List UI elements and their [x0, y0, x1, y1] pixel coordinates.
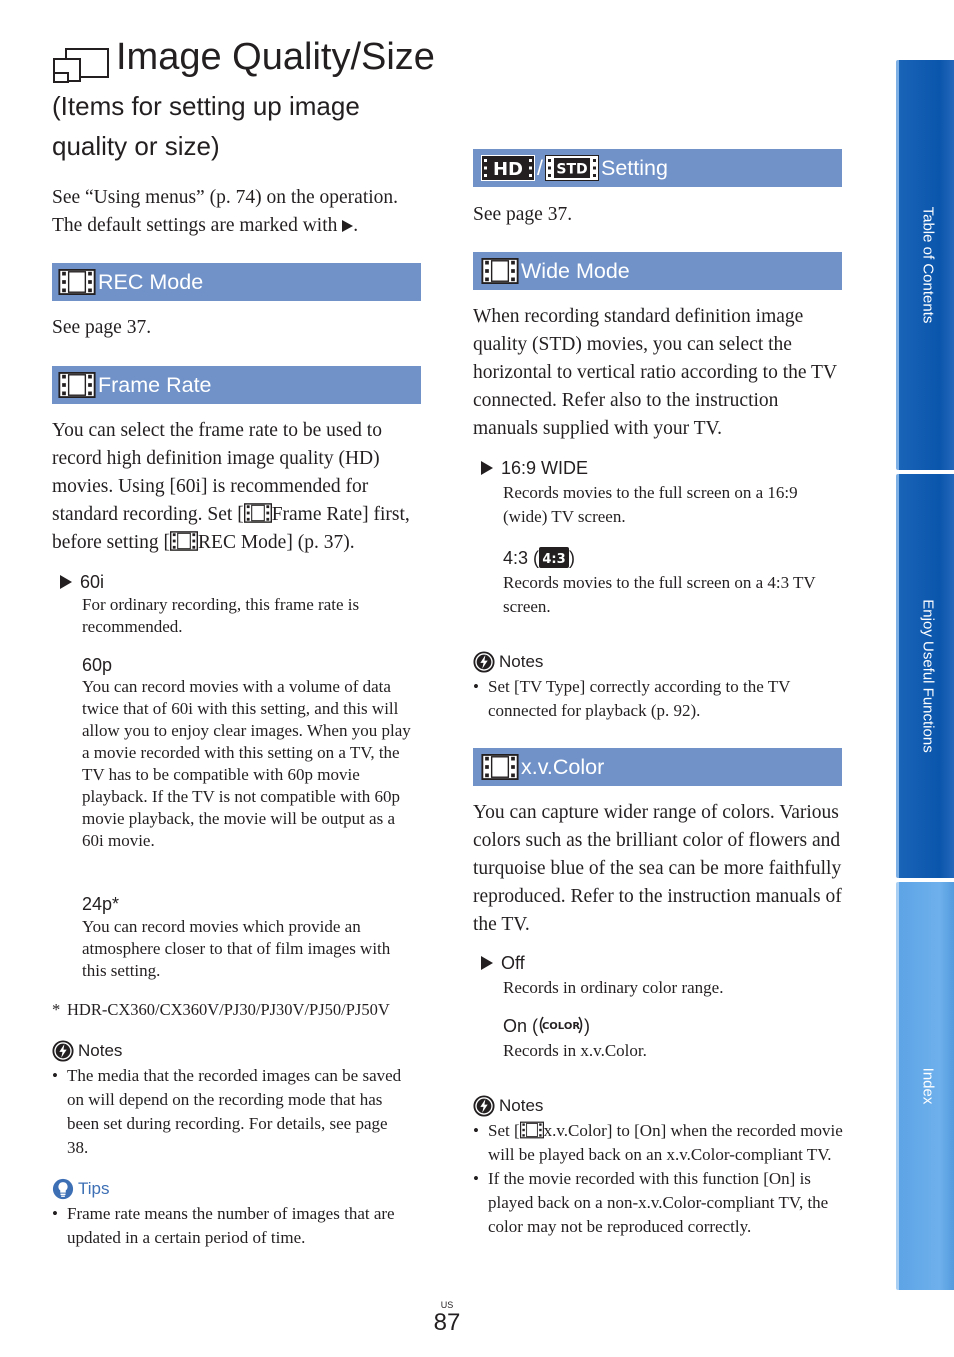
option-60p-desc: You can record movies with a volume of data twice that of 60i with this setting, and this will allow you to enjoy clear images. When you play a movie recorded with this setting on a TV, the TV has to be compatible with 60p movie playback. If the TV is not compatible with 60p movie playback, the movie will be output as a 60i movie.: [82, 677, 411, 850]
rec-mode-title: REC Mode: [98, 269, 204, 294]
notes-icon: [52, 1040, 74, 1062]
option-24p: 24p*: [82, 894, 120, 914]
slash-separator: /: [537, 155, 543, 180]
wide-mode-notes: [473, 675, 833, 723]
intro-text: [52, 184, 432, 240]
std-quality-icon: [545, 155, 599, 181]
tab-label: Index: [919, 1067, 937, 1105]
default-marker-icon: [60, 575, 72, 589]
movie-film-icon: [58, 269, 96, 295]
notes-icon: [473, 651, 495, 673]
frame-rate-tips: [52, 1202, 412, 1250]
hd-quality-icon: [481, 155, 535, 181]
frame-rate-notes: [52, 1064, 412, 1160]
notes-heading: Notes: [473, 1095, 543, 1117]
option-24p-desc: You can record movies which provide an atmosphere closer to that of film images with this setting.: [82, 917, 391, 980]
svg-text:HD: HD: [492, 159, 524, 180]
option-60p: 60p: [82, 655, 113, 675]
list-item: • Set [TV Type] correctly according to the TV connected for playback (p. 92).: [473, 675, 833, 723]
list-item: • The media that the recorded images can be saved on will depend on the recording mode that has been set during recording. For details, see page 38.: [52, 1064, 412, 1160]
page-number-value: 87: [433, 1309, 461, 1336]
xvcolor-icon: [538, 1015, 584, 1035]
notes-icon: [473, 1095, 495, 1117]
movie-film-icon: [170, 531, 198, 551]
svg-text:STD: STD: [556, 161, 588, 178]
page-locale: US: [440, 1300, 454, 1310]
list-item: • If the movie recorded with this function [On] is played back on a non-x.v.Color-compliant TV, the color may not be reproduced correctly.: [473, 1167, 843, 1239]
xvcolor-description: You can capture wider range of colors. Various colors such as the brilliant color of flowers and turquoise blue of the sea can be more faithfully reproduced. Refer to the instruction manuals of the TV.: [473, 802, 842, 935]
movie-film-icon: [520, 1121, 544, 1139]
option-60i-desc: For ordinary recording, this frame rate is recommended.: [82, 595, 360, 636]
page-title: Image Quality/Size: [116, 36, 435, 78]
movie-film-icon: [244, 503, 272, 523]
rec-mode-text: See page 37.: [52, 317, 152, 338]
tab-enjoy-useful-functions[interactable]: [896, 474, 954, 878]
page-subtitle: (Items for setting up image quality or size): [52, 91, 360, 161]
xvcolor-notes: [473, 1119, 843, 1239]
option-on: On ( COLOR ): [503, 1016, 591, 1036]
frame-rate-header[interactable]: [52, 366, 421, 404]
option-60i: [60, 571, 104, 593]
option-16-9-desc: Records movies to the full screen on a 16:9 (wide) TV screen.: [503, 483, 798, 526]
page-number: [432, 1300, 462, 1336]
frame-rate-description: You can select the frame rate to be used to record high definition image quality (HD) movies. Using [60i] is recommended for standard recording. Set [ Frame Rate] first, before setting [ REC Mode] (p. 37).: [52, 420, 410, 553]
svg-text:COLOR: COLOR: [541, 1021, 581, 1032]
svg-text:4:3: 4:3: [542, 552, 566, 567]
frame-rate-title: Frame Rate: [98, 372, 212, 397]
wide-mode-title: Wide Mode: [521, 258, 630, 283]
movie-film-icon: [481, 258, 519, 284]
option-4-3: 4:3 ( 4:3 ): [503, 548, 576, 568]
option-on-desc: Records in x.v.Color.: [503, 1041, 647, 1060]
option-off: Off: [481, 952, 525, 974]
option-16-9-wide: 16:9 WIDE: [481, 457, 588, 479]
hd-std-setting-text: See page 37.: [473, 204, 573, 225]
tips-heading: Tips: [52, 1178, 110, 1200]
movie-film-icon: [481, 754, 519, 780]
tab-label: Enjoy Useful Functions: [919, 599, 937, 753]
list-item: • Frame rate means the number of images that are updated in a certain period of time.: [52, 1202, 412, 1250]
aspect-4-3-icon: [539, 547, 569, 568]
default-marker-icon: [342, 220, 353, 232]
option-4-3-desc: Records movies to the full screen on a 4:3 TV screen.: [503, 573, 816, 616]
notes-heading: Notes: [52, 1040, 122, 1062]
hd-std-setting-title: Setting: [600, 155, 668, 180]
xvcolor-header[interactable]: [473, 748, 842, 786]
option-label: 60i: [80, 572, 105, 592]
option-off-desc: Records in ordinary color range.: [503, 978, 724, 997]
xvcolor-title: x.v.Color: [521, 754, 605, 779]
list-item: • Set [ x.v.Color] to [On] when the recorded movie will be played back on an x.v.Color-compliant TV.: [473, 1119, 843, 1167]
image-quality-icon: [52, 44, 110, 84]
model-footnote: * HDR-CX360/CX360V/PJ30/PJ30V/PJ50/PJ50V: [52, 1000, 390, 1019]
rec-mode-header[interactable]: [52, 263, 421, 301]
hd-std-setting-header[interactable]: [473, 149, 842, 187]
default-marker-icon: [481, 956, 493, 970]
default-marker-icon: [481, 461, 493, 475]
movie-film-icon: [58, 372, 96, 398]
tab-index[interactable]: [896, 882, 954, 1290]
notes-heading: Notes: [473, 651, 543, 673]
tips-lightbulb-icon: [52, 1178, 74, 1200]
tab-label: Table of Contents: [919, 206, 937, 324]
tab-table-of-contents[interactable]: [896, 60, 954, 470]
intro-line-1: See “Using menus” (p. 74) on the operation.: [52, 187, 399, 208]
wide-mode-header[interactable]: [473, 252, 842, 290]
wide-mode-description: When recording standard definition image quality (STD) movies, you can select the horizontal to vertical ratio according to the TV connected. Refer also to the instruction manuals supplied with your TV.: [473, 306, 837, 439]
intro-line-2: The default settings are marked with .: [52, 215, 359, 236]
